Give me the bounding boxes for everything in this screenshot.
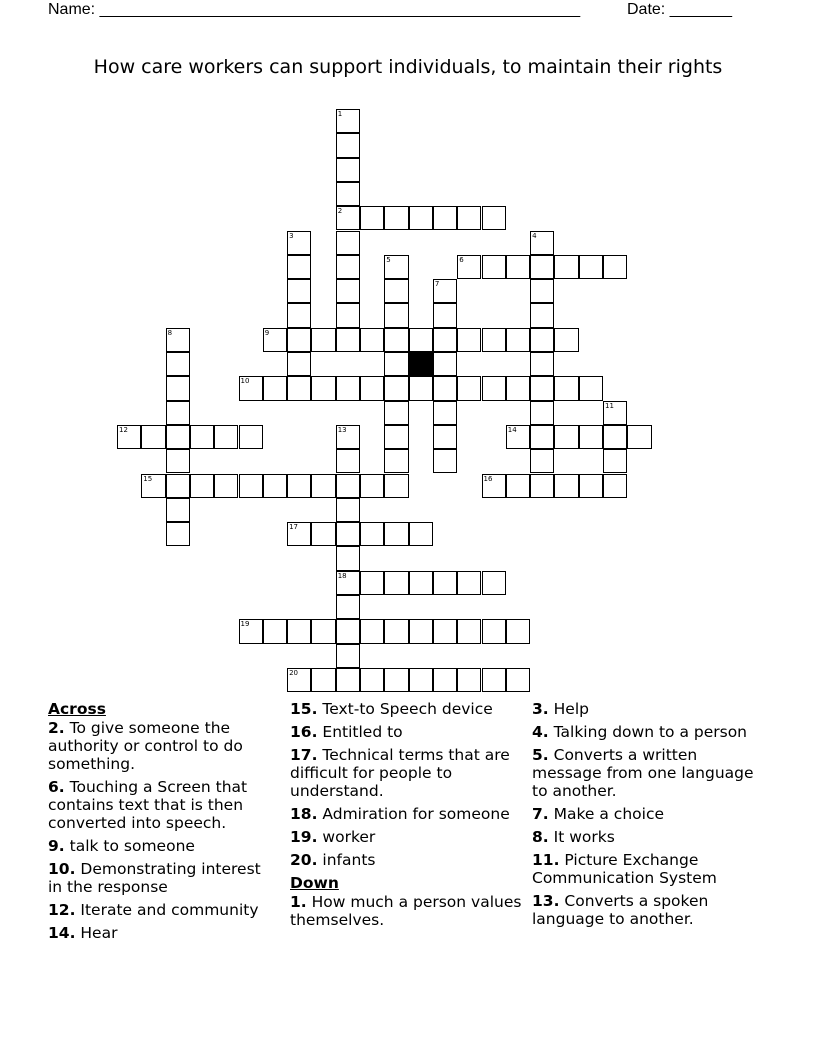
- grid-cell[interactable]: [360, 474, 384, 498]
- clue-number-13: 13: [337, 425, 347, 434]
- grid-cell[interactable]: [457, 328, 481, 352]
- clue-number-12: 12: [119, 425, 128, 434]
- grid-cell[interactable]: [384, 522, 408, 546]
- grid-cell[interactable]: [530, 279, 554, 303]
- grid-cell[interactable]: [287, 352, 311, 376]
- clue-down-5: 5. Converts a written message from one language to another.: [532, 746, 754, 800]
- clue-across-2: 2. To give someone the authority or control to do something.: [48, 719, 243, 773]
- clue-number-4: 4: [532, 231, 537, 240]
- grid-cell[interactable]: [554, 474, 578, 498]
- grid-cell[interactable]: [506, 668, 530, 692]
- clue-number-3: 3: [289, 231, 294, 240]
- grid-cell[interactable]: [530, 255, 554, 279]
- clue-number-14: 14: [507, 425, 517, 434]
- grid-cell[interactable]: [579, 376, 603, 400]
- clue-number-17: 17: [289, 523, 299, 532]
- grid-cell[interactable]: [384, 449, 408, 473]
- grid-cell[interactable]: [287, 255, 311, 279]
- grid-cell[interactable]: [433, 425, 457, 449]
- grid-cell[interactable]: [190, 474, 214, 498]
- grid-cell[interactable]: [360, 668, 384, 692]
- grid-cell[interactable]: [554, 425, 578, 449]
- clue-number-2: 2: [337, 207, 343, 216]
- clue-number-10: 10: [240, 377, 250, 386]
- clue-down-4: 4. Talking down to a person: [532, 723, 747, 741]
- clue-number-20: 20: [289, 668, 299, 677]
- grid-cell[interactable]: [336, 133, 360, 157]
- grid-cell[interactable]: [409, 571, 433, 595]
- grid-cell[interactable]: [457, 376, 481, 400]
- grid-cell[interactable]: [433, 571, 457, 595]
- grid-cell[interactable]: [482, 255, 506, 279]
- clue-down-1: 1. How much a person values themselves.: [290, 893, 522, 929]
- grid-cell[interactable]: [603, 449, 627, 473]
- clue-number-16: 16: [483, 474, 493, 483]
- grid-cell[interactable]: [409, 206, 433, 230]
- clue-across-17: 17. Technical terms that are difficult for people to understand.: [290, 746, 510, 800]
- grid-cell[interactable]: [287, 303, 311, 327]
- grid-cell[interactable]: [579, 425, 603, 449]
- grid-cell[interactable]: [627, 425, 651, 449]
- grid-cell[interactable]: [336, 546, 360, 570]
- grid-cell[interactable]: [311, 328, 335, 352]
- grid-cell[interactable]: [263, 376, 287, 400]
- clue-across-10: 10. Demonstrating interest in the response: [48, 860, 261, 896]
- grid-cell[interactable]: [433, 401, 457, 425]
- clue-down-3: 3. Help: [532, 700, 589, 718]
- grid-cell[interactable]: [336, 644, 360, 668]
- grid-cell[interactable]: [433, 303, 457, 327]
- grid-cell[interactable]: [166, 449, 190, 473]
- grid-cell[interactable]: [166, 474, 190, 498]
- grid-cell[interactable]: [336, 449, 360, 473]
- grid-cell[interactable]: [554, 255, 578, 279]
- clue-number-15: 15: [143, 474, 153, 483]
- grid-cell[interactable]: [311, 619, 335, 643]
- grid-cell[interactable]: [433, 328, 457, 352]
- clue-across-15: 15. Text-to Speech device: [290, 700, 493, 718]
- grid-cell[interactable]: [482, 619, 506, 643]
- grid-cell[interactable]: [166, 401, 190, 425]
- grid-cell[interactable]: [287, 279, 311, 303]
- grid-cell[interactable]: [433, 352, 457, 376]
- grid-cell[interactable]: [530, 376, 554, 400]
- grid-cell[interactable]: [336, 279, 360, 303]
- grid-cell[interactable]: [336, 474, 360, 498]
- grid-cell[interactable]: [384, 474, 408, 498]
- clue-number-18: 18: [337, 571, 347, 580]
- grid-cell[interactable]: [239, 474, 263, 498]
- grid-cell[interactable]: [336, 255, 360, 279]
- grid-cell[interactable]: [603, 255, 627, 279]
- grid-cell[interactable]: [603, 425, 627, 449]
- grid-cell[interactable]: [336, 328, 360, 352]
- grid-cell[interactable]: [457, 668, 481, 692]
- clue-number-8: 8: [167, 328, 173, 337]
- clue-number-1: 1: [337, 110, 343, 118]
- grid-cell[interactable]: [433, 206, 457, 230]
- grid-cell[interactable]: [457, 571, 481, 595]
- grid-cell[interactable]: [506, 619, 530, 643]
- grid-cell[interactable]: [360, 571, 384, 595]
- grid-cell[interactable]: [141, 425, 165, 449]
- grid-cell[interactable]: [311, 376, 335, 400]
- grid-cell[interactable]: [384, 619, 408, 643]
- grid-cell[interactable]: [336, 182, 360, 206]
- clue-down-7: 7. Make a choice: [532, 805, 665, 823]
- clue-across-6: 6. Touching a Screen that contains text that is then converted into speech.: [48, 778, 248, 832]
- grid-cell[interactable]: [311, 522, 335, 546]
- grid-cell[interactable]: [214, 474, 238, 498]
- grid-cell[interactable]: [530, 303, 554, 327]
- clue-column-3: [532, 700, 768, 933]
- grid-cell[interactable]: [384, 352, 408, 376]
- clue-down-13: 13. Converts a spoken language to another.: [532, 892, 709, 928]
- grid-cell[interactable]: [336, 619, 360, 643]
- grid-cell[interactable]: [384, 425, 408, 449]
- grid-cell[interactable]: [433, 376, 457, 400]
- grid-cell[interactable]: [263, 619, 287, 643]
- grid-cell[interactable]: [336, 522, 360, 546]
- grid-cell[interactable]: [190, 425, 214, 449]
- grid-cell[interactable]: [384, 206, 408, 230]
- grid-cell[interactable]: [482, 376, 506, 400]
- grid-cell[interactable]: [482, 328, 506, 352]
- grid-cell[interactable]: [287, 619, 311, 643]
- grid-cell[interactable]: [384, 376, 408, 400]
- clue-down-8: 8. It works: [532, 828, 615, 846]
- grid-cell[interactable]: [506, 255, 530, 279]
- grid-black-cell: [409, 352, 433, 376]
- grid-cell[interactable]: [336, 376, 360, 400]
- grid-cell[interactable]: [287, 328, 311, 352]
- grid-cell[interactable]: [166, 425, 190, 449]
- across-heading: Across: [48, 700, 106, 718]
- grid-cell[interactable]: [336, 303, 360, 327]
- clue-across-9: 9. talk to someone: [48, 837, 195, 855]
- grid-cell[interactable]: [166, 376, 190, 400]
- clue-number-9: 9: [264, 328, 270, 337]
- grid-cell[interactable]: [506, 328, 530, 352]
- grid-cell[interactable]: [433, 668, 457, 692]
- grid-cell[interactable]: [360, 328, 384, 352]
- clue-down-11: 11. Picture Exchange Communication System: [532, 851, 717, 887]
- grid-cell[interactable]: [287, 474, 311, 498]
- clue-number-5: 5: [386, 255, 391, 264]
- grid-cell[interactable]: [384, 668, 408, 692]
- grid-cell[interactable]: [384, 328, 408, 352]
- grid-cell[interactable]: [482, 206, 506, 230]
- grid-cell[interactable]: [263, 474, 287, 498]
- grid-cell[interactable]: [482, 571, 506, 595]
- grid-cell[interactable]: [506, 474, 530, 498]
- grid-cell[interactable]: [579, 474, 603, 498]
- clue-column-2: [290, 700, 526, 934]
- grid-cell[interactable]: [554, 328, 578, 352]
- name-field-label: Name: ______________________________________________________: [48, 1, 581, 18]
- grid-cell[interactable]: [603, 474, 627, 498]
- grid-cell[interactable]: [360, 619, 384, 643]
- clue-across-19: 19. worker: [290, 828, 376, 846]
- clue-across-18: 18. Admiration for someone: [290, 805, 510, 823]
- grid-cell[interactable]: [214, 425, 238, 449]
- grid-cell[interactable]: [239, 425, 263, 449]
- grid-cell[interactable]: [530, 328, 554, 352]
- grid-cell[interactable]: [384, 303, 408, 327]
- grid-cell[interactable]: [530, 401, 554, 425]
- grid-cell[interactable]: [530, 425, 554, 449]
- down-heading: Down: [290, 874, 339, 892]
- grid-cell[interactable]: [409, 522, 433, 546]
- grid-cell[interactable]: [530, 352, 554, 376]
- grid-cell[interactable]: [457, 206, 481, 230]
- grid-cell[interactable]: [311, 474, 335, 498]
- grid-cell[interactable]: [409, 619, 433, 643]
- grid-cell[interactable]: [433, 619, 457, 643]
- grid-cell[interactable]: [530, 474, 554, 498]
- grid-cell[interactable]: [506, 376, 530, 400]
- grid-cell[interactable]: [287, 376, 311, 400]
- clue-number-7: 7: [434, 280, 440, 289]
- page-title: How care workers can support individuals, to maintain their rights: [93, 56, 723, 78]
- grid-cell[interactable]: [336, 158, 360, 182]
- clue-across-20: 20. infants: [290, 851, 376, 869]
- grid-cell[interactable]: [166, 522, 190, 546]
- date-field-label: Date: _______: [627, 1, 732, 18]
- grid-cell[interactable]: [311, 668, 335, 692]
- grid-cell[interactable]: [360, 376, 384, 400]
- grid-cell[interactable]: [457, 619, 481, 643]
- clue-across-12: 12. Iterate and community: [48, 901, 259, 919]
- grid-cell[interactable]: [409, 376, 433, 400]
- clue-number-6: 6: [459, 255, 464, 264]
- grid-cell[interactable]: [336, 668, 360, 692]
- clue-number-11: 11: [605, 401, 614, 410]
- clue-across-16: 16. Entitled to: [290, 723, 403, 741]
- grid-cell[interactable]: [554, 376, 578, 400]
- clue-number-19: 19: [240, 620, 250, 629]
- grid-cell[interactable]: [482, 668, 506, 692]
- grid-cell[interactable]: [384, 401, 408, 425]
- clue-across-14: 14. Hear: [48, 924, 118, 942]
- grid-cell[interactable]: [336, 498, 360, 522]
- grid-cell[interactable]: [579, 255, 603, 279]
- grid-cell[interactable]: [336, 231, 360, 255]
- grid-cell[interactable]: [433, 449, 457, 473]
- grid-cell[interactable]: [409, 668, 433, 692]
- grid-cell[interactable]: [336, 595, 360, 619]
- grid-cell[interactable]: [360, 206, 384, 230]
- grid-cell[interactable]: [384, 279, 408, 303]
- grid-cell[interactable]: [384, 571, 408, 595]
- grid-cell[interactable]: [166, 498, 190, 522]
- clue-column-1: [48, 700, 278, 947]
- grid-cell[interactable]: [166, 352, 190, 376]
- grid-cell[interactable]: [360, 522, 384, 546]
- grid-cell[interactable]: [409, 328, 433, 352]
- grid-cell[interactable]: [530, 449, 554, 473]
